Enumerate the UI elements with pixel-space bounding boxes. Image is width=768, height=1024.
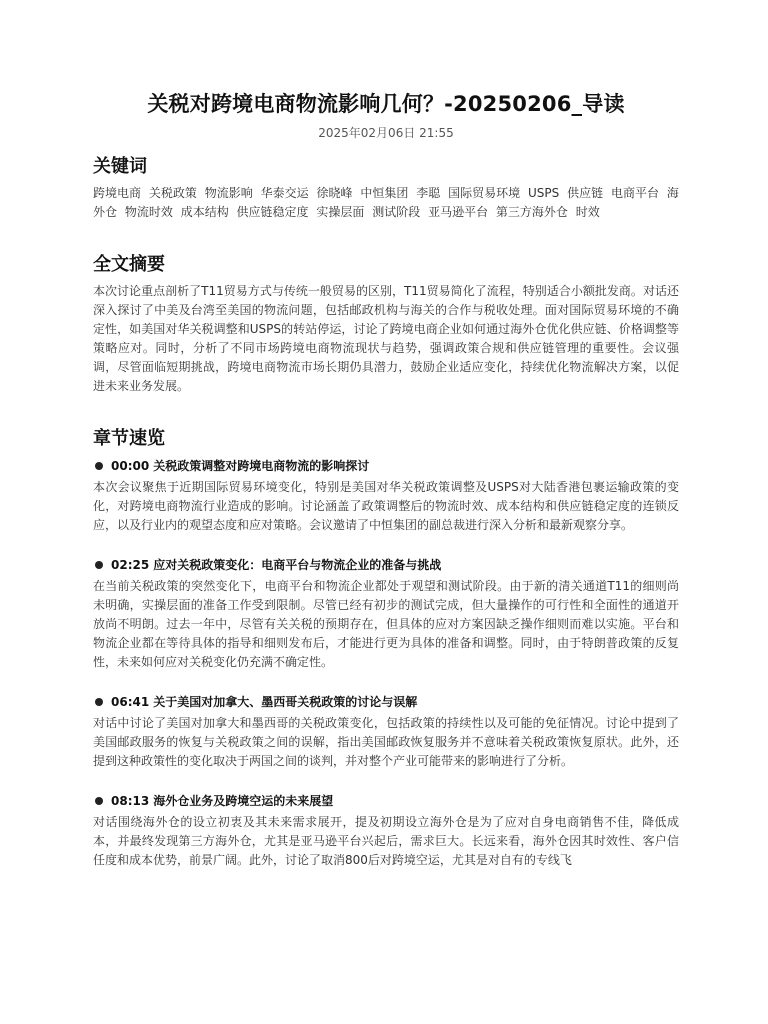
keyword-tag: 关税政策 <box>148 186 197 200</box>
keyword-tag: 第三方海外仓 <box>495 205 568 219</box>
keyword-tag: 实操层面 <box>316 205 365 219</box>
chapter-title: 海外仓业务及跨境空运的未来展望 <box>153 794 334 808</box>
chapter-title: 关税政策调整对跨境电商物流的影响探讨 <box>153 459 370 473</box>
keyword-tag: 中恒集团 <box>360 186 409 200</box>
chapter-title: 关于美国对加拿大、墨西哥关税政策的讨论与误解 <box>153 695 418 709</box>
chapter-text: 对话围绕海外仓的设立初衷及其未来需求展开，提及初期设立海外仓是为了应对自身电商销售不佳，降低成本，并最终发现第三方海外仓，尤其是亚马逊平台兴起后，需求巨大。长远来看，海外仓因其时效性、客户信任度和成本优势，前景广阔。此外，讨论了取消800后对跨境空运，尤其是对自有的专线飞 <box>93 815 679 867</box>
keyword-tag: 华泰交运 <box>260 186 309 200</box>
chapter-header <box>93 555 679 575</box>
chapter-timestamp: 08:13 <box>111 794 150 808</box>
keyword-tag: 跨境电商 <box>93 186 142 200</box>
chapter-text: 在当前关税政策的突然变化下，电商平台和物流企业都处于观望和测试阶段。由于新的清关通道T11的细则尚未明确，实操层面的准备工作受到限制。尽管已经有初步的测试完成，但大量操作的可行性和全面性的通道开放尚不明朗。过去一年中，尽管有关关税的预期存在，但具体的应对方案因缺乏操作细则而难以实施。平台和物流企业都在等待具体的指导和细则发布后，才能进行更为具体的准备和调整。同时，由于特朗普政策的反复性，未来如何应对关税变化仍充满不确定性。 <box>93 579 679 669</box>
keyword-tag: 物流时效 <box>124 205 173 219</box>
chapter-header <box>93 791 679 811</box>
chapter-item <box>93 456 679 535</box>
chapter-item <box>93 692 679 771</box>
chapter-item <box>93 555 679 672</box>
keyword-tag: 供应链稳定度 <box>236 205 309 219</box>
keyword-tag: 电商平台 <box>610 186 659 200</box>
chapter-item <box>93 791 679 870</box>
keyword-tag: 国际贸易环境 <box>448 186 521 200</box>
keyword-tag: 徐晓峰 <box>316 186 353 200</box>
keyword-tag: 测试阶段 <box>372 205 421 219</box>
document-page <box>93 88 679 870</box>
chapter-header <box>93 456 679 476</box>
bullet-icon <box>95 462 103 470</box>
bullet-icon <box>95 698 103 706</box>
summary-heading: 全文摘要 <box>93 254 165 275</box>
keywords-list <box>93 184 679 222</box>
article-title: 关税对跨境电商物流影响几何？-20250206_导读 <box>147 92 625 116</box>
keyword-tag: USPS <box>527 186 560 200</box>
keyword-tag: 海外仓 <box>93 186 679 219</box>
chapter-title: 应对关税政策变化：电商平台与物流企业的准备与挑战 <box>153 558 442 572</box>
chapter-timestamp: 02:25 <box>111 558 150 572</box>
keyword-tag: 供应链 <box>567 186 604 200</box>
chapter-header <box>93 692 679 712</box>
chapters-heading: 章节速览 <box>93 428 165 449</box>
chapter-text: 对话中讨论了美国对加拿大和墨西哥的关税政策变化，包括政策的持续性以及可能的免征情况。讨论中提到了美国邮政服务的恢复与关税政策之间的误解，指出美国邮政恢复服务并不意味着关税政策恢复原状。此外，还提到这种政策性的变化取决于两国之间的谈判，并对整个产业可能带来的影响进行了分析。 <box>93 716 679 768</box>
keywords-heading: 关键词 <box>93 156 147 177</box>
keyword-tag: 时效 <box>575 205 600 219</box>
bullet-icon <box>95 561 103 569</box>
chapter-timestamp: 06:41 <box>111 695 150 709</box>
keyword-tag: 李聪 <box>416 186 441 200</box>
article-datetime: 2025年02月06日 21:55 <box>318 126 454 140</box>
bullet-icon <box>95 797 103 805</box>
chapter-timestamp: 00:00 <box>111 459 150 473</box>
keyword-tag: 成本结构 <box>180 205 229 219</box>
summary-text: 本次讨论重点剖析了T11贸易方式与传统一般贸易的区别，T11贸易简化了流程，特别适合小额批发商。对话还深入探讨了中美及台湾至美国的物流问题，包括邮政机构与海关的合作与税收处理。面对国际贸易环境的不确定性，如美国对华关税调整和USPS的转站停运，讨论了跨境电商企业如何通过海外仓优化供应链、价格调整等策略应对。同时，分析了不同市场跨境电商物流现状与趋势，强调政策合规和供应链管理的重要性。会议强调，尽管面临短期挑战，跨境电商物流市场长期仍具潜力，鼓励企业适应变化，持续优化物流解决方案，以促进未来业务发展。 <box>93 284 679 393</box>
keyword-tag: 亚马逊平台 <box>428 205 489 219</box>
chapter-text: 本次会议聚焦于近期国际贸易环境变化，特别是美国对华关税政策调整及USPS对大陆香港包裹运输政策的变化，对跨境电商物流行业造成的影响。讨论涵盖了政策调整后的物流时效、成本结构和供应链稳定度的连锁反应，以及行业内的观望态度和应对策略。会议邀请了中恒集团的副总裁进行深入分析和最新观察分享。 <box>93 480 679 532</box>
keyword-tag: 物流影响 <box>204 186 253 200</box>
